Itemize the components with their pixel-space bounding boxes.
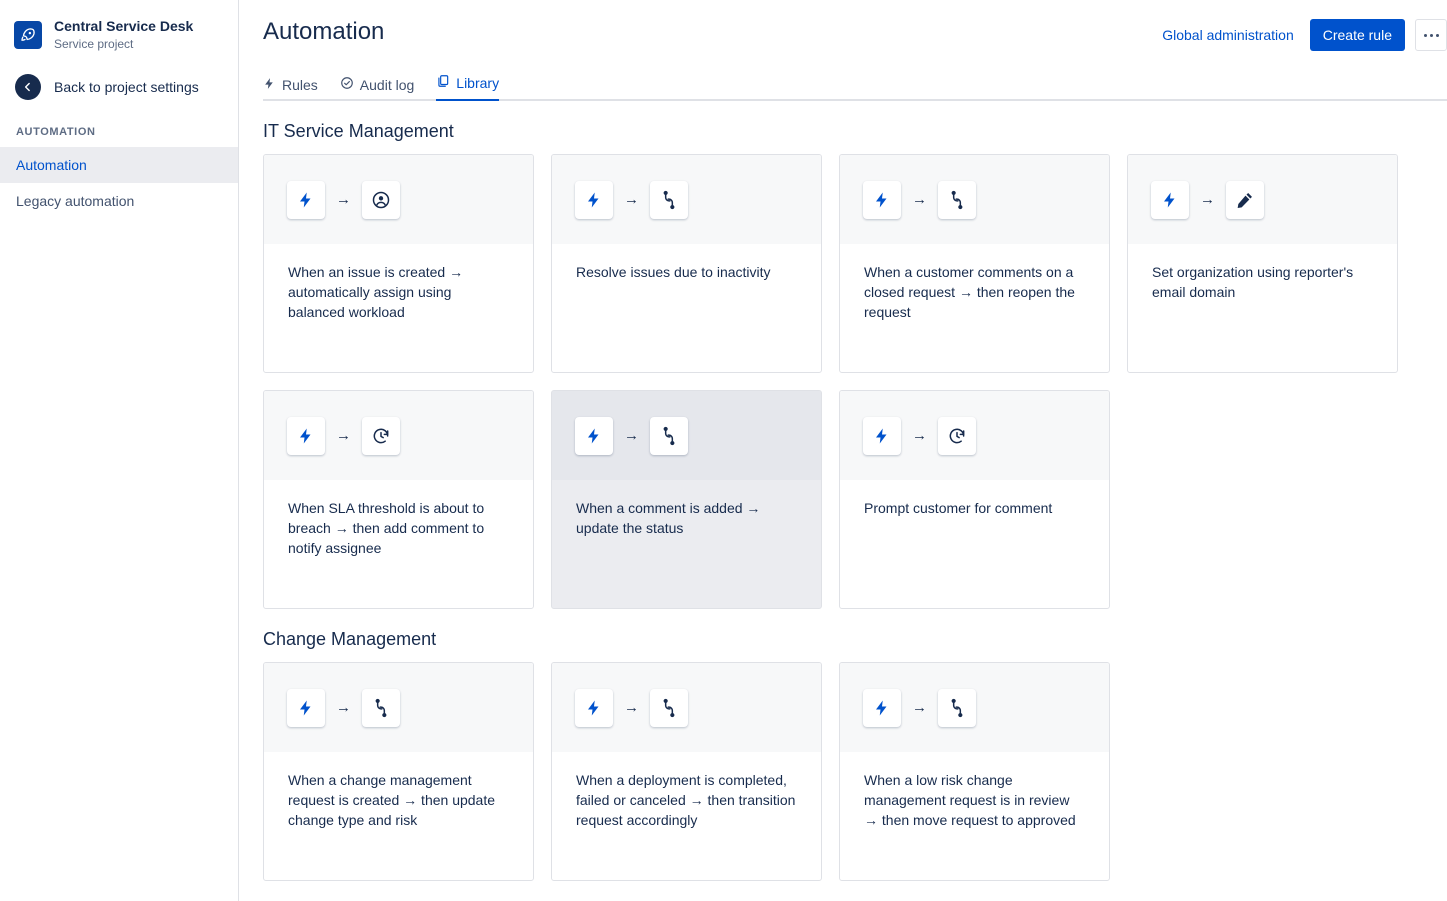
branch-icon xyxy=(938,181,976,219)
sidebar xyxy=(0,0,239,901)
card-text: Set organization using reporter's email domain xyxy=(1152,264,1354,300)
library-card[interactable] xyxy=(1127,154,1398,373)
dot xyxy=(1430,34,1433,37)
tab-audit-log[interactable] xyxy=(340,76,414,101)
arrow-right-icon: → xyxy=(912,191,927,208)
dot xyxy=(1436,34,1439,37)
dot xyxy=(1424,34,1427,37)
card-text: When a customer comments on a closed request → then reopen the request xyxy=(864,264,1075,320)
card-grid-itsm xyxy=(263,154,1447,609)
branch-icon xyxy=(938,689,976,727)
sidebar-item-label: Legacy automation xyxy=(16,192,135,209)
library-card[interactable] xyxy=(839,662,1110,881)
create-rule-button[interactable]: Create rule xyxy=(1310,19,1405,51)
project-header xyxy=(0,18,238,52)
arrow-right-icon: → xyxy=(336,699,351,716)
card-icons xyxy=(264,663,533,752)
card-text: Resolve issues due to inactivity xyxy=(576,264,771,280)
card-icons xyxy=(840,155,1109,244)
page-header xyxy=(263,0,1447,51)
arrow-right-icon: → xyxy=(912,427,927,444)
group-title-change-management: Change Management xyxy=(263,629,437,649)
card-text: When a change management request is created → then update change type and risk xyxy=(288,772,496,828)
page-title: Automation xyxy=(263,18,385,45)
card-icons xyxy=(840,391,1109,480)
library-card[interactable] xyxy=(839,390,1110,609)
tab-label: Rules xyxy=(282,77,318,93)
header-actions xyxy=(1156,16,1447,51)
arrow-right-icon: → xyxy=(624,427,639,444)
card-text: When a deployment is completed, failed or canceled → then transition request accordingly xyxy=(576,772,796,828)
library-card[interactable] xyxy=(263,662,534,881)
clock-refresh-icon xyxy=(938,417,976,455)
card-text: When a low risk change management request is in review → then move request to approved xyxy=(864,772,1076,828)
bolt-icon xyxy=(575,181,613,219)
sidebar-section-label: AUTOMATION xyxy=(16,125,96,138)
tab-label: Library xyxy=(456,74,500,91)
arrow-right-icon: → xyxy=(336,427,351,444)
bolt-icon xyxy=(287,417,325,455)
bolt-icon xyxy=(1151,181,1189,219)
group-title-itsm: IT Service Management xyxy=(263,121,454,141)
card-grid-change-management xyxy=(263,662,1447,881)
arrow-right-icon: → xyxy=(624,699,639,716)
global-administration-link[interactable]: Global administration xyxy=(1162,27,1294,43)
bolt-icon xyxy=(575,417,613,455)
rocket-icon xyxy=(14,21,42,49)
card-text: When an issue is created → automatically assign using balanced workload xyxy=(288,264,464,320)
library-card[interactable] xyxy=(551,662,822,881)
user-circle-icon xyxy=(362,181,400,219)
bolt-icon xyxy=(287,689,325,727)
library-card[interactable] xyxy=(263,390,534,609)
card-text: Prompt customer for comment xyxy=(864,500,1053,516)
arrow-right-icon: → xyxy=(624,191,639,208)
check-circle-icon xyxy=(340,76,354,93)
back-to-project-settings[interactable] xyxy=(0,74,238,100)
bolt-icon xyxy=(575,689,613,727)
bolt-icon xyxy=(287,181,325,219)
tab-bar xyxy=(263,69,1447,101)
bolt-icon xyxy=(863,181,901,219)
copy-icon xyxy=(436,74,450,91)
branch-icon xyxy=(650,689,688,727)
tab-label: Audit log xyxy=(359,76,415,93)
sidebar-item-automation[interactable] xyxy=(0,147,238,183)
bolt-icon xyxy=(263,77,276,93)
branch-icon xyxy=(650,417,688,455)
branch-icon xyxy=(362,689,400,727)
card-icons xyxy=(264,391,533,480)
card-icons xyxy=(552,663,821,752)
sidebar-item-label: Automation xyxy=(16,156,87,173)
arrow-right-icon: → xyxy=(1200,191,1215,208)
project-name: Central Service Desk xyxy=(54,18,194,34)
pencil-icon xyxy=(1226,181,1264,219)
arrow-right-icon: → xyxy=(912,699,927,716)
project-type: Service project xyxy=(54,36,134,51)
library-card[interactable] xyxy=(839,154,1110,373)
card-icons xyxy=(552,155,821,244)
arrow-left-circle-icon xyxy=(15,74,41,100)
tab-rules[interactable] xyxy=(263,77,318,101)
branch-icon xyxy=(650,181,688,219)
back-label: Back to project settings xyxy=(54,78,199,95)
library-card[interactable] xyxy=(551,154,822,373)
card-text: When a comment is added → update the status xyxy=(576,500,761,536)
library-card[interactable] xyxy=(551,390,822,609)
card-icons xyxy=(840,663,1109,752)
card-icons xyxy=(264,155,533,244)
bolt-icon xyxy=(863,417,901,455)
arrow-right-icon: → xyxy=(336,191,351,208)
main-content xyxy=(239,0,1447,901)
card-text: When SLA threshold is about to breach → then add comment to notify assignee xyxy=(288,500,485,556)
clock-refresh-icon xyxy=(362,417,400,455)
more-horizontal-icon[interactable] xyxy=(1415,19,1447,51)
card-icons xyxy=(1128,155,1397,244)
library-card[interactable] xyxy=(263,154,534,373)
tab-library[interactable] xyxy=(436,74,499,101)
sidebar-item-legacy-automation[interactable] xyxy=(0,183,238,219)
card-icons xyxy=(552,391,821,480)
bolt-icon xyxy=(863,689,901,727)
